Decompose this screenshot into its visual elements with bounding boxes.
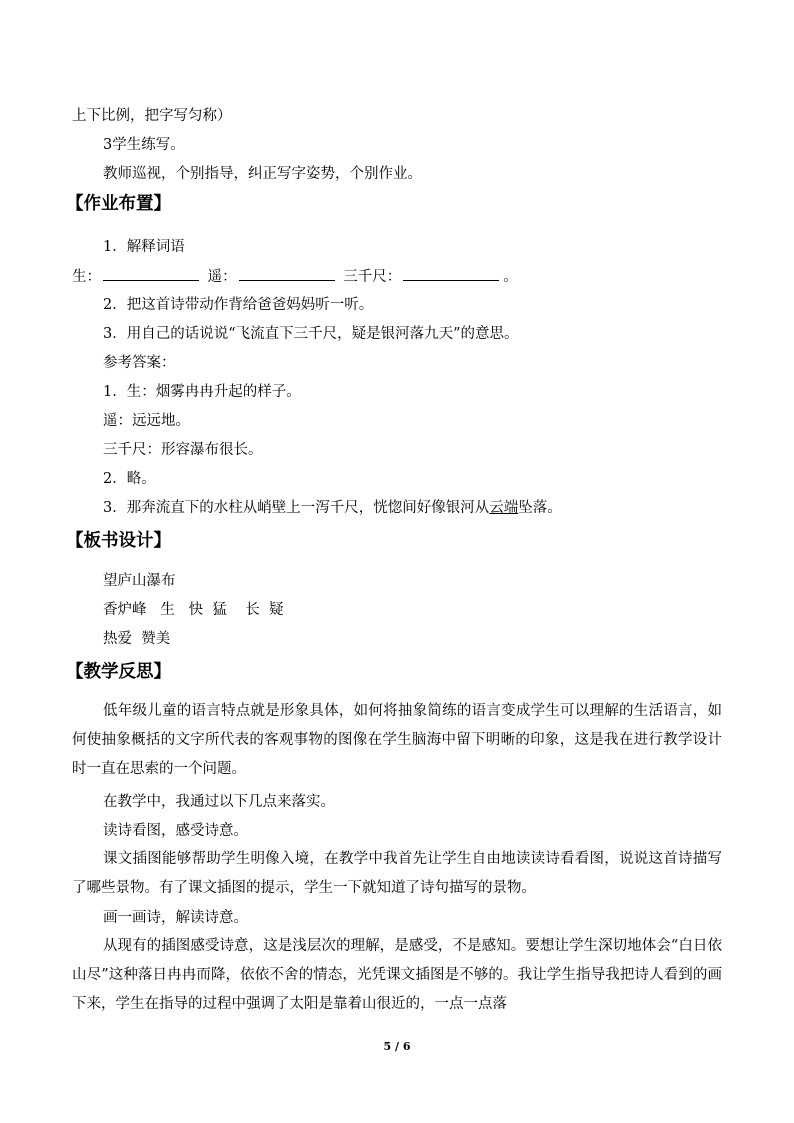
text-line: 教师巡视，个别指导，纠正写字姿势，个别作业。	[103, 166, 422, 182]
text-line: 上下比例，把字写匀称）	[72, 108, 232, 124]
fill-blank	[403, 266, 499, 281]
reflection-paragraph-1: 低年级儿童的语言特点就是形象具体，如何将抽象简练的语言变成学生可以理解的生活语言，如何使抽象概括的文字所代表的客观事物的图像在学生脑海中留下明晰的印象，这是我在进行教学设计时一直在思索的一个问题。	[72, 703, 722, 777]
reflection-paragraph-6: 从现有的插图感受诗意，这是浅层次的理解，是感受，不是感知。要想让学生深切地体会“白日依山尽”这种落日冉冉而降，依依不舍的情态，光凭课文插图是不够的。我让学生指导我把诗人看到的画下来，学生在指导的过程中强调了太阳是靠着山很近的，一点一点落	[72, 938, 722, 1012]
section-heading-homework: 【作业布置】	[66, 194, 171, 214]
board-line-2: 香炉峰 生 快 猛 长 疑	[103, 602, 284, 618]
section-heading-reflection: 【教学反思】	[66, 662, 171, 682]
answer-1: 1．生：烟雾冉冉升起的样子。	[103, 384, 301, 400]
blank-end: 。	[503, 269, 518, 285]
homework-item-1: 1．解释词语	[103, 239, 185, 255]
answer-3-text: 3．那奔流直下的水柱从峭壁上一泻千尺，恍惚间好像银河从	[103, 500, 490, 516]
board-line-3: 热爱 赞美	[103, 631, 171, 647]
blank-label-yao: 遥：	[207, 269, 237, 285]
homework-item-2: 2．把这首诗带动作背给爸爸妈妈听一听。	[103, 297, 374, 313]
answer-3	[103, 498, 562, 518]
section-heading-board: 【板书设计】	[66, 531, 171, 551]
reflection-paragraph-4: 课文插图能够帮助学生明像入境，在教学中我首先让学生自由地读读诗看看图，说说这首诗描写了哪些景物。有了课文插图的提示，学生一下就知道了诗句描写的景物。	[72, 851, 722, 896]
reflection-paragraph-5: 画一画诗，解读诗意。	[103, 910, 248, 926]
text-line: 3学生练写。	[103, 137, 185, 153]
blank-label-sanqian: 三千尺：	[343, 269, 402, 285]
fill-blank	[103, 266, 199, 281]
answer-3-word: 坠落	[518, 500, 548, 516]
answer-1c: 三千尺：形容瀑布很长。	[103, 442, 263, 458]
answer-2: 2．略。	[103, 471, 156, 487]
blank-label-sheng: 生：	[72, 269, 101, 285]
homework-blanks	[72, 266, 518, 287]
page-number: 5 / 6	[383, 1040, 411, 1053]
answer-title: 参考答案：	[103, 355, 176, 371]
underlined-word: 云端	[489, 500, 519, 516]
reflection-paragraph-3: 读诗看图，感受诗意。	[103, 823, 248, 839]
answer-1b: 遥：远远地。	[103, 413, 190, 429]
answer-3-end: 。	[547, 500, 562, 516]
fill-blank	[239, 266, 335, 281]
reflection-paragraph-2: 在教学中，我通过以下几点来落实。	[103, 794, 335, 810]
homework-item-3: 3．用自己的话说说“飞流直下三千尺，疑是银河落九天”的意思。	[103, 326, 519, 342]
board-line-1: 望庐山瀑布	[103, 573, 176, 589]
